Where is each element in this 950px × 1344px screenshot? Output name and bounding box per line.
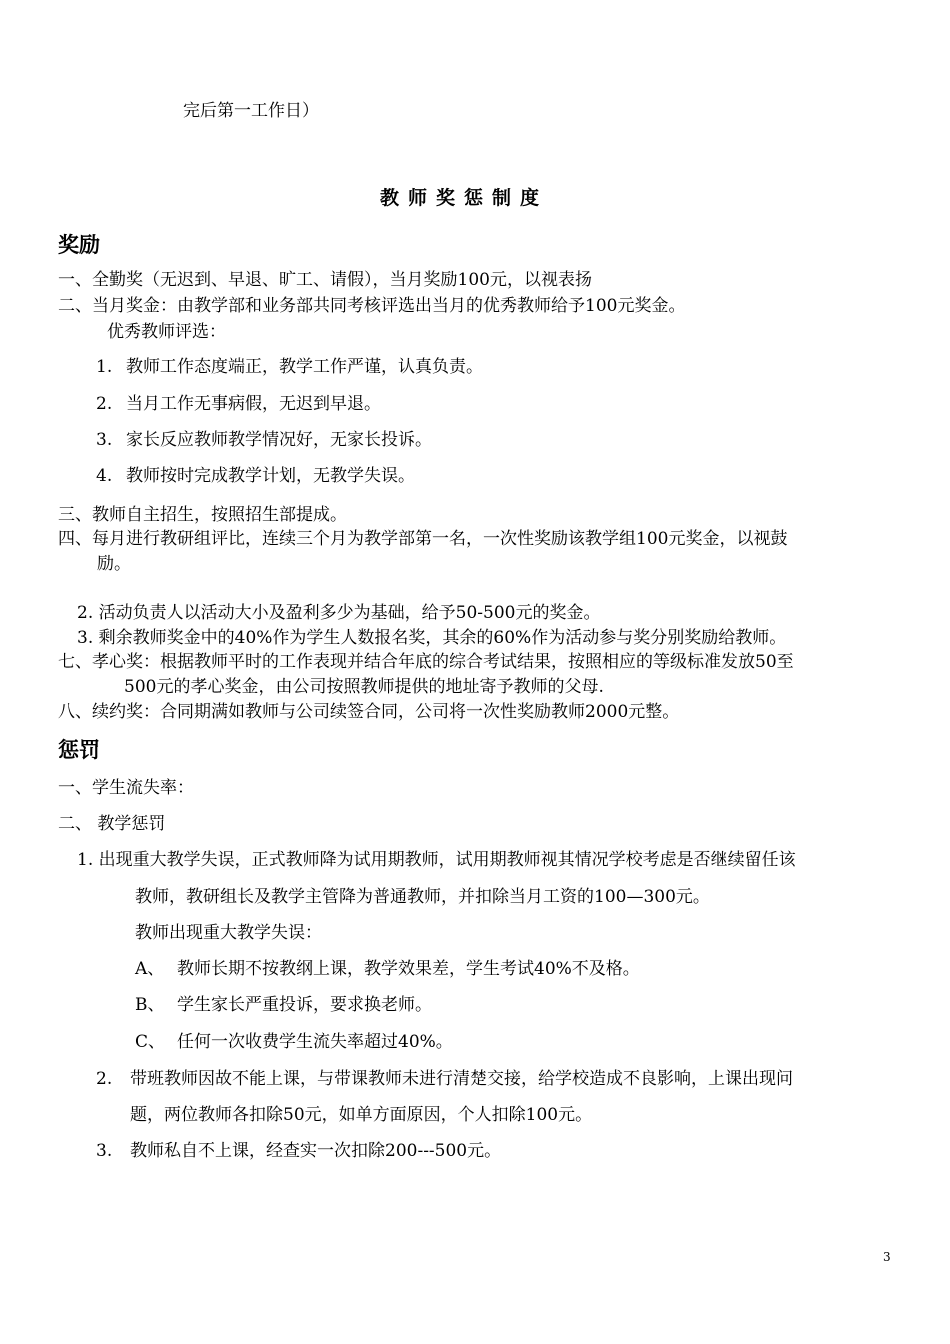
case-text: 任何一次收费学生流失率超过40%。	[177, 1032, 453, 1052]
penalty-rule-1-cont: 教师，教研组长及教学主管降为普通教师，并扣除当月工资的100—300元。	[135, 887, 710, 907]
penalty-item-1: 一、学生流失率：	[58, 778, 194, 798]
case-label: A、	[135, 959, 165, 979]
header-fragment: 完后第一工作日）	[183, 101, 319, 121]
reward-item-3: 三、教师自主招生，按照招生部提成。	[58, 505, 347, 525]
page-title: 教师奖惩制度	[380, 187, 549, 209]
penalty-rule-3-number: 3.	[96, 1141, 113, 1161]
excellent-teacher-label: 优秀教师评选：	[107, 322, 226, 342]
penalty-rule-2: 带班教师因故不能上课，与带课教师未进行清楚交接，给学校造成不良影响，上课出现问	[130, 1069, 793, 1089]
penalty-rule-3: 教师私自不上课，经查实一次扣除200---500元。	[130, 1141, 502, 1161]
penalties-heading: 惩罚	[58, 738, 100, 762]
reward-item-2: 二、当月奖金：由教学部和业务部共同考核评选出当月的优秀教师给予100元奖金。	[58, 296, 686, 316]
activity-item-2: 2. 活动负责人以活动大小及盈利多少为基础，给予50-500元的奖金。	[77, 603, 601, 623]
case-text: 学生家长严重投诉，要求换老师。	[177, 995, 432, 1015]
criteria-number: 2.	[96, 394, 113, 414]
case-label: C、	[135, 1032, 166, 1052]
criteria-text: 教师按时完成教学计划，无教学失误。	[126, 466, 415, 486]
criteria-number: 1.	[96, 357, 113, 377]
activity-item-3: 3. 剩余教师奖金中的40%作为学生人数报名奖，其余的60%作为活动参与奖分别奖励给教师。	[77, 628, 787, 648]
reward-item-4: 四、每月进行教研组评比，连续三个月为教学部第一名，一次性奖励该教学组100元奖金，以视鼓	[58, 529, 788, 549]
reward-item-7-cont: 500元的孝心奖金，由公司按照教师提供的地址寄予教师的父母.	[124, 677, 604, 697]
reward-item-4-cont: 励。	[97, 554, 131, 574]
penalty-rule-2-cont: 题，两位教师各扣除50元，如单方面原因，个人扣除100元。	[130, 1105, 593, 1125]
case-text: 教师长期不按教纲上课，教学效果差，学生考试40%不及格。	[177, 959, 640, 979]
reward-item-7: 七、孝心奖：根据教师平时的工作表现并结合年底的综合考试结果，按照相应的等级标准发放50至	[58, 652, 794, 672]
criteria-text: 教师工作态度端正，教学工作严谨，认真负责。	[126, 357, 483, 377]
criteria-text: 当月工作无事病假，无迟到早退。	[126, 394, 381, 414]
case-label: B、	[135, 995, 165, 1015]
penalty-rule-1: 1. 出现重大教学失误，正式教师降为试用期教师，试用期教师视其情况学校考虑是否继续留任该	[77, 850, 796, 870]
criteria-number: 3.	[96, 430, 113, 450]
reward-item-1: 一、全勤奖（无迟到、早退、旷工、请假），当月奖励100元，以视表扬	[58, 270, 592, 290]
rewards-heading: 奖励	[58, 233, 100, 257]
criteria-text: 家长反应教师教学情况好，无家长投诉。	[126, 430, 432, 450]
penalty-item-2: 二、 教学惩罚	[58, 814, 166, 834]
penalty-rule-2-number: 2.	[96, 1069, 113, 1089]
penalty-rule-1-sub: 教师出现重大教学失误：	[135, 923, 322, 943]
page-number: 3	[883, 1250, 891, 1264]
reward-item-8: 八、续约奖：合同期满如教师与公司续签合同，公司将一次性奖励教师2000元整。	[58, 702, 680, 722]
criteria-number: 4.	[96, 466, 113, 486]
